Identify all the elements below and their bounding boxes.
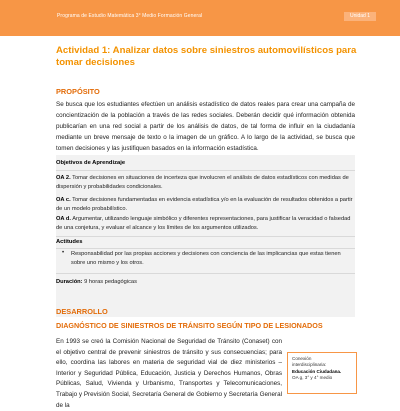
objective-text: Argumentar, utilizando lenguaje simbólico y diferentes representaciones, para justificar la veracidad o falsedad de una conjetura, y evaluar el alcance y los límites de los argumentos utilizados. (56, 216, 351, 231)
proposito-text: Se busca que los estudiantes efectúen un análisis estadístico de datos reales para crear una campaña de concientización de la población a través de las redes sociales. Deberán decidir qué información obtenida publicarían en una red social a partir de los análisis de datos, de tal forma de influir en la ciudadanía mediante un breve mensaje de texto o la imagen de un gráfico. A lo largo de la actividad, se busca que tomen decisiones y las justifiquen basados en la información estadística. (56, 101, 355, 152)
divider (56, 273, 355, 274)
unit-badge: Unidad 1 (344, 12, 376, 21)
interdisciplinary-box (287, 352, 357, 394)
divider (56, 236, 355, 237)
actitud-item: Responsabilidad por las propias acciones y decisiones con conciencia de las implicancias que estas tienen sobre uno mismo y los otros. (71, 251, 341, 266)
duracion-label: Duración: (56, 279, 83, 285)
diagnostico-subheading: DIAGNÓSTICO DE SINIESTROS DE TRÁNSITO SEGÚN TIPO DE LESIONADOS (56, 321, 323, 330)
objective-item (56, 215, 353, 232)
sidebox-line: interdisciplinaria: (292, 362, 327, 368)
objective-text: Tomar decisiones en situaciones de incerteza que involucren el análisis de datos estadísticos con medidas de dispersión y probabilidades condicionales. (56, 175, 349, 190)
objective-code: OA d. (56, 216, 71, 222)
objective-code: OA 2. (56, 175, 71, 181)
sidebox-line: Conexión (292, 356, 312, 361)
actitudes-heading: Actitudes (56, 239, 83, 245)
activity-title: Actividad 1: Analizar datos sobre siniestros automovilísticos para tomar decisiones (56, 45, 357, 68)
sidebox-subject: Educación Ciudadana. (292, 368, 342, 374)
objectives-heading: Objetivos de Aprendizaje (56, 160, 126, 166)
divider (56, 248, 355, 249)
program-title: Programa de Estudio Matemática 3° Medio Formación General (57, 13, 203, 19)
proposito-heading: PROPÓSITO (56, 87, 100, 96)
objective-item (56, 174, 353, 191)
objective-text: Tomar decisiones fundamentadas en evidencia estadística y/o en la evaluación de resultados obtenidos a partir de un modelo probabilístico. (56, 197, 353, 212)
duracion-value: 9 horas pedagógicas (82, 279, 137, 285)
divider (56, 170, 355, 171)
desarrollo-text: En 1993 se creó la Comisión Nacional de Seguridad de Tránsito (Conaset) con el objetivo central de prevenir siniestros de tránsito y sus consecuencias; para ello, coordina las labores en materia de seguridad vial de diez ministerios –Interior y Seguridad Pública, Educación, Justicia y Derechos Humanos, Obras Públicas, Salud, Vivienda y Urbanismo, Transportes y Telecomunicaciones, Trabajo y Previsión Social, Secretaría General de Gobierno y Secretaría General de la (56, 338, 282, 409)
duracion (56, 279, 137, 285)
bullet-icon: • (62, 250, 65, 256)
sidebox-line: OA g, 3° y 4° medio (292, 375, 333, 381)
desarrollo-heading: DESARROLLO (56, 307, 108, 316)
objective-item (56, 196, 353, 213)
objective-code: OA c. (56, 197, 71, 203)
